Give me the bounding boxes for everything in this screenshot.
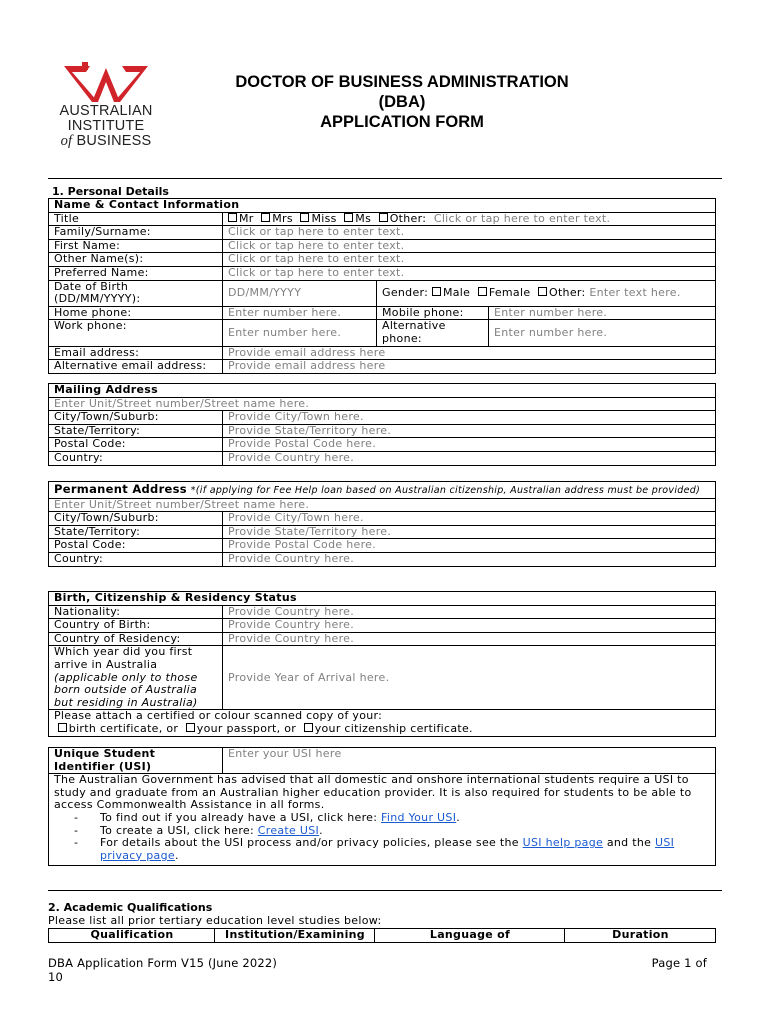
dob-input[interactable]: DD/MM/YYYY [223,280,377,306]
permanent-country-label: Country: [49,552,223,566]
divider [48,178,722,179]
permanent-street-input[interactable]: Enter Unit/Street number/Street name here. [49,498,716,512]
checkbox-miss[interactable] [300,213,309,222]
title-field[interactable]: Mr Mrs Miss Ms Other: Click or tap here to enter text. [223,212,716,226]
col-language: Language of [375,929,565,943]
usi-item-find: - To find out if you already have a USI, click here: Find Your USI. [74,812,711,825]
usi-item-details: - For details about the USI process and/or privacy policies, please see the USI help page and the USI privacy page. [74,837,711,862]
permanent-state-label: State/Territory: [49,525,223,539]
alt-email-label: Alternative email address: [49,360,223,374]
first-name-label: First Name: [49,239,223,253]
usi-privacy-link[interactable]: USI privacy page [100,836,675,862]
family-name-label: Family/Surname: [49,226,223,240]
form-title: DOCTOR OF BUSINESS ADMINISTRATION (DBA) APPLICATION FORM [235,73,569,131]
checkbox-ms[interactable] [344,213,353,222]
title-label: Title [49,212,223,226]
col-qualification: Qualification [49,929,215,943]
alt-email-input[interactable]: Provide email address here [223,360,716,374]
col-institution: Institution/Examining [215,929,375,943]
checkbox-other[interactable] [379,213,388,222]
permanent-address-table [48,481,716,567]
email-input[interactable]: Provide email address here [223,346,716,360]
checkbox-gender-other[interactable] [538,287,547,296]
mailing-state-input[interactable]: Provide State/Territory here. [223,424,716,438]
permanent-country-input[interactable]: Provide Country here. [223,552,716,566]
work-phone-label: Work phone: [49,320,223,346]
permanent-postcode-label: Postal Code: [49,539,223,553]
other-names-input[interactable]: Click or tap here to enter text. [223,253,716,267]
country-birth-label: Country of Birth: [49,619,223,633]
alt-phone-input[interactable]: Enter number here. [489,320,716,346]
arrival-label: Which year did you first arrive in Australia (applicable only to those born outside of Australia but residing in Australia) [49,646,223,710]
section-personal-heading: 1. Personal Details [52,185,169,198]
personal-details-table [48,198,716,374]
mailing-country-label: Country: [49,451,223,465]
checkbox-mr[interactable] [228,213,237,222]
mailing-postcode-input[interactable]: Provide Postal Code here. [223,438,716,452]
mailing-country-input[interactable]: Provide Country here. [223,451,716,465]
section-academic-heading: 2. Academic Qualifications [48,901,213,914]
checkbox-male[interactable] [432,287,441,296]
work-phone-input[interactable]: Enter number here. [223,320,377,346]
divider [48,890,722,891]
nationality-label: Nationality: [49,605,223,619]
checkbox-birth-certificate[interactable] [58,723,67,732]
permanent-city-label: City/Town/Suburb: [49,512,223,526]
mobile-phone-label: Mobile phone: [377,306,489,320]
footer-left: DBA Application Form V15 (June 2022) 10 [48,956,278,984]
dob-label: Date of Birth (DD/MM/YYYY): [49,280,223,306]
mailing-heading: Mailing Address [49,384,716,398]
attach-instructions: Please attach a certified or colour scanned copy of your: birth certificate, or your passport, or your citizenship certificate. [49,710,716,736]
usi-help-link[interactable]: USI help page [522,836,604,850]
birth-citizenship-table [48,591,716,737]
name-contact-heading: Name & Contact Information [49,199,716,213]
create-usi-link[interactable]: Create USI [257,823,320,837]
usi-paragraph: The Australian Government has advised that all domestic and onshore international students require a USI to study and graduate from an Australian higher education provider. It is also required for students to be able to access Commonwealth Assistance in all forms. [54,773,692,812]
mailing-city-input[interactable]: Provide City/Town here. [223,411,716,425]
usi-item-create: - To create a USI, click here: Create USI. [74,825,711,838]
mailing-postcode-label: Postal Code: [49,438,223,452]
usi-input[interactable]: Enter your USI here [223,748,716,774]
preferred-name-label: Preferred Name: [49,266,223,280]
academic-intro: Please list all prior tertiary education level studies below: [48,914,382,927]
mailing-state-label: State/Territory: [49,424,223,438]
logo-text: AUSTRALIAN INSTITUTE of BUSINESS [59,103,153,149]
first-name-input[interactable]: Click or tap here to enter text. [223,239,716,253]
academic-table [48,928,716,943]
other-names-label: Other Name(s): [49,253,223,267]
mailing-address-table [48,383,716,466]
aib-logo-mark [52,58,160,104]
checkbox-mrs[interactable] [261,213,270,222]
gender-field[interactable]: Gender: Male Female Other: Enter text here. [377,280,716,306]
checkbox-female[interactable] [478,287,487,296]
email-label: Email address: [49,346,223,360]
mailing-street-input[interactable]: Enter Unit/Street number/Street name here. [49,397,716,411]
page-number: Page 1 of [651,956,707,970]
permanent-state-input[interactable]: Provide State/Territory here. [223,525,716,539]
country-birth-input[interactable]: Provide Country here. [223,619,716,633]
checkbox-passport[interactable] [186,723,195,732]
home-phone-input[interactable]: Enter number here. [223,306,377,320]
mobile-phone-input[interactable]: Enter number here. [489,306,716,320]
find-usi-link[interactable]: Find Your USI [381,810,457,824]
family-name-input[interactable]: Click or tap here to enter text. [223,226,716,240]
country-residency-input[interactable]: Provide Country here. [223,632,716,646]
gender-other-input[interactable]: Enter text here. [589,285,681,299]
usi-label: Unique Student Identifier (USI) [49,748,223,774]
preferred-name-input[interactable]: Click or tap here to enter text. [223,266,716,280]
nationality-input[interactable]: Provide Country here. [223,605,716,619]
birth-heading: Birth, Citizenship & Residency Status [49,592,716,606]
permanent-heading: Permanent Address *(if applying for Fee Help loan based on Australian citizenship, Australian address must be provided) [49,482,716,499]
alt-phone-label: Alternative phone: [377,320,489,346]
aib-logo [52,58,160,158]
title-other-input[interactable]: Click or tap here to enter text. [433,211,611,225]
permanent-postcode-input[interactable]: Provide Postal Code here. [223,539,716,553]
col-duration: Duration [565,929,716,943]
usi-info [49,774,716,866]
country-residency-label: Country of Residency: [49,632,223,646]
permanent-city-input[interactable]: Provide City/Town here. [223,512,716,526]
arrival-input[interactable]: Provide Year of Arrival here. [223,646,716,710]
mailing-city-label: City/Town/Suburb: [49,411,223,425]
home-phone-label: Home phone: [49,306,223,320]
checkbox-citizenship-certificate[interactable] [304,723,313,732]
usi-table [48,747,716,866]
